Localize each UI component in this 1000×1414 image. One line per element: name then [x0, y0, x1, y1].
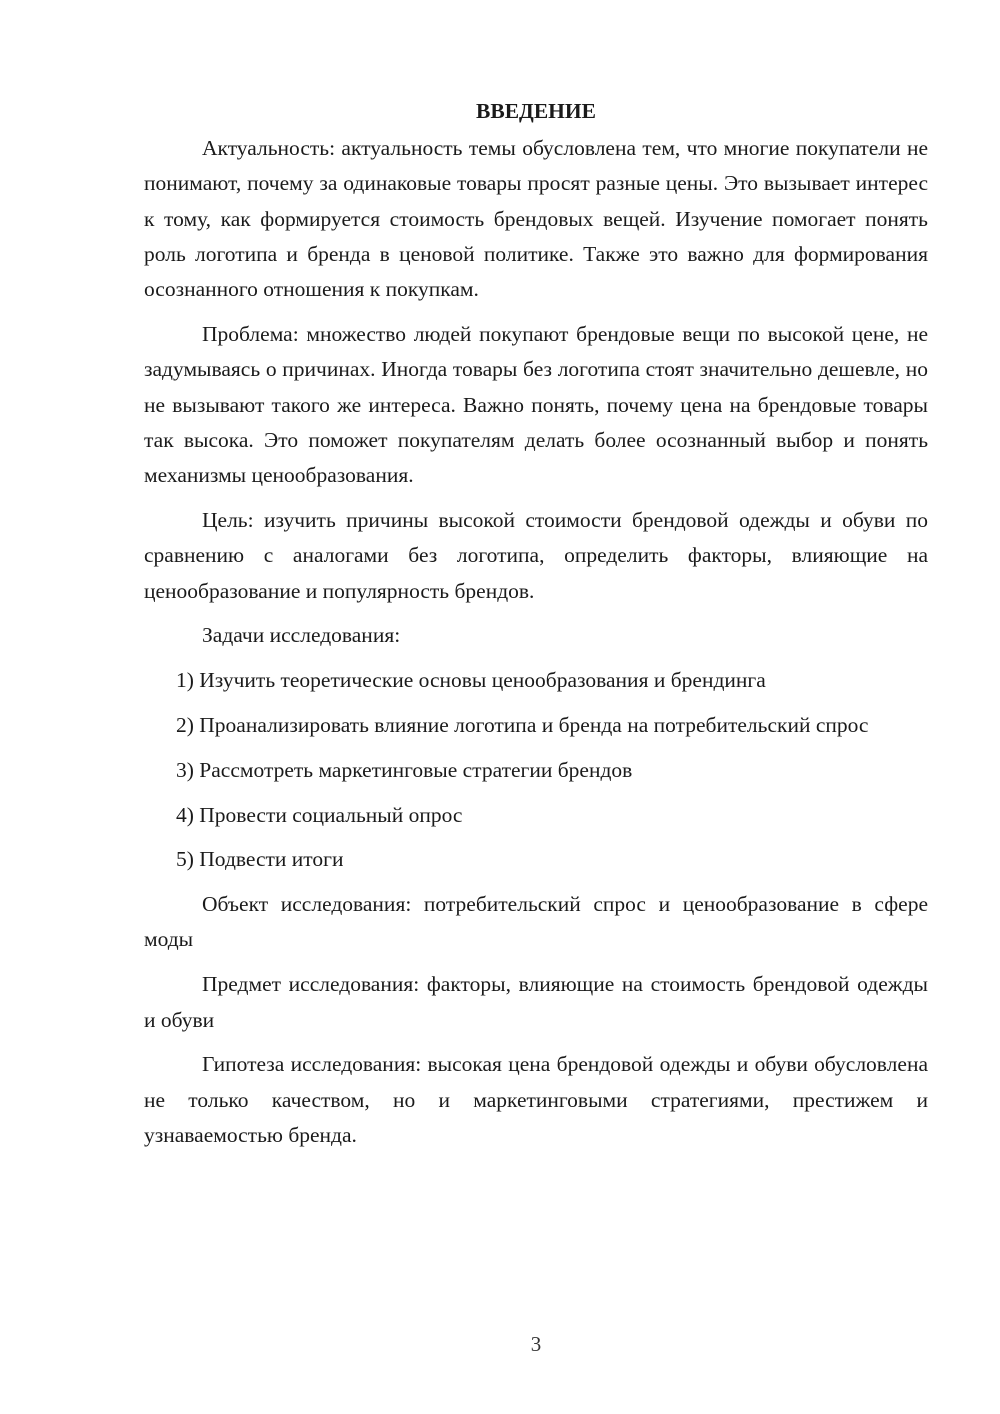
page-content [144, 94, 928, 1163]
goal-paragraph: Цель: изучить причины высокой стоимости брендовой одежды и обуви по сравнению с аналогами без логотипа, определить факторы, влияющие на ценообразование и популярность брендов. [144, 507, 928, 603]
task-item: 3) Рассмотреть маркетинговые стратегии брендов [176, 757, 633, 782]
relevance-paragraph: Актуальность: актуальность темы обусловлена тем, что многие покупатели не понимают, почему за одинаковые товары просят разные цены. Это вызывает интерес к тому, как формируется стоимость брендовых вещей. Изучение помогает понять роль логотипа и бренда в ценовой политике. Также это важно для формирования осознанного отношения к покупкам. [144, 136, 928, 302]
task-item: 4) Провести социальный опрос [176, 802, 463, 827]
task-item: 1) Изучить теоретические основы ценообразования и брендинга [176, 668, 766, 693]
task-item: 5) Подвести итоги [176, 847, 344, 872]
task-item: 2) Проанализировать влияние логотипа и бренда на потребительский спрос [176, 712, 869, 737]
research-subject-paragraph: Предмет исследования: факторы, влияющие на стоимость брендовой одежды и обуви [144, 972, 928, 1032]
research-object-paragraph: Объект исследования: потребительский спрос и ценообразование в сфере моды [144, 892, 928, 952]
problem-paragraph: Проблема: множество людей покупают брендовые вещи по высокой цене, не задумываясь о причинах. Иногда товары без логотипа стоят значительно дешевле, но не вызывают такого же интереса. Важно понять, почему цена на брендовые товары так высока. Это поможет покупателям делать более осознанный выбор и понять механизмы ценообразования. [144, 321, 928, 488]
tasks-heading: Задачи исследования: [202, 623, 401, 648]
hypothesis-paragraph: Гипотеза исследования: высокая цена брендовой одежды и обуви обусловлена не только качеством, но и маркетинговыми стратегиями, престижем и узнаваемостью бренда. [144, 1052, 928, 1147]
page-number: 3 [530, 1332, 542, 1356]
section-title: ВВЕДЕНИЕ [476, 99, 596, 123]
